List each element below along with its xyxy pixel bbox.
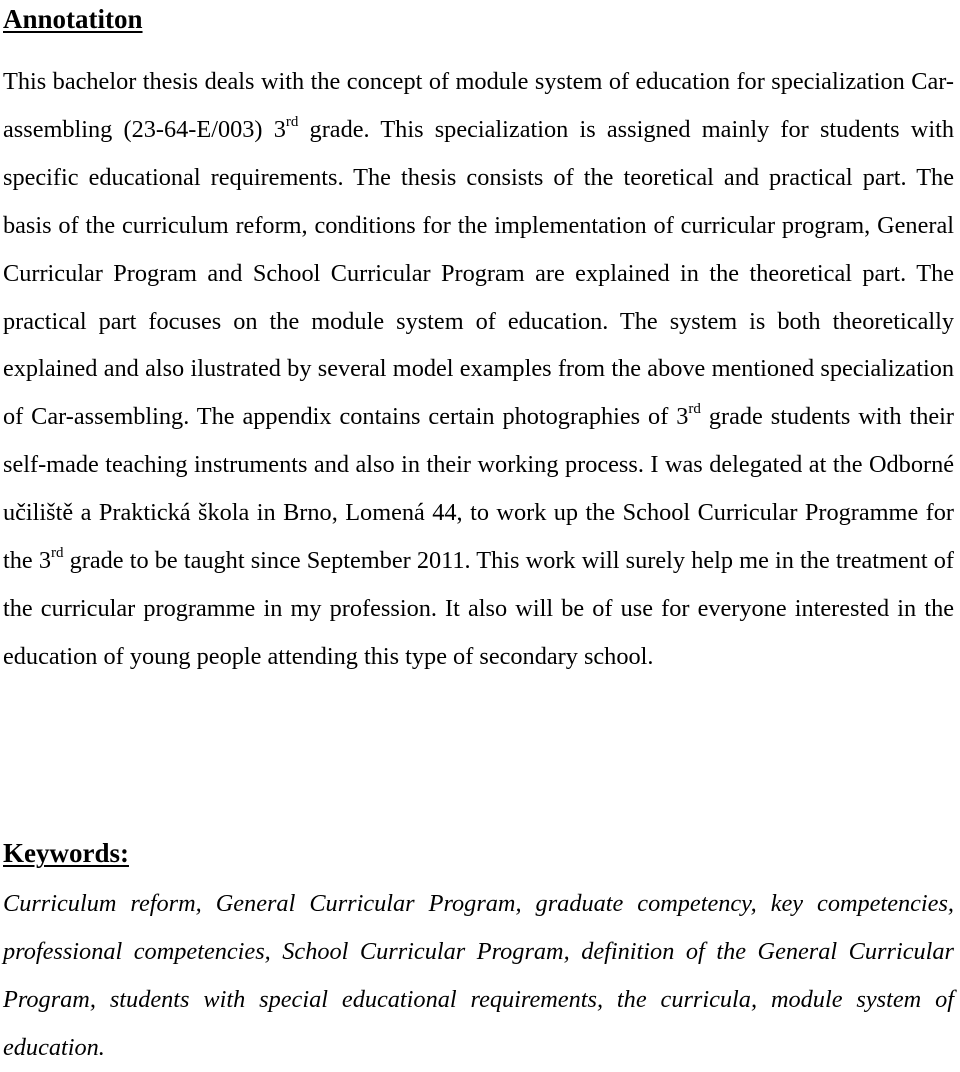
keywords-heading: Keywords: [3,838,129,868]
keywords-list: Curriculum reform, General Curricular Program, graduate competency, key competencies, professional competencies, School Curricular Program, definition of the General Curricular Program, students with special educational requirements, the curricula, module system of education. [3,890,954,1061]
ordinal-superscript: rd [50,545,64,562]
abstract-text-3: grade students with their self-made teaching instruments and also in their working process. I was delegated at the Odborné učiliště a Praktická škola in Brno, Lomená 44, to work up the School Curricular Programme for the 3 [3,403,954,575]
abstract-text-1: This bachelor thesis deals with the concept of module system of education for specialization Car-assembling (23-64-E/003) 3 [3,68,954,143]
annotation-heading: Annotatiton [3,4,143,34]
abstract-text-2: grade. This specialization is assigned mainly for students with specific educational requirements. The thesis consists of the teoretical and practical part. The basis of the curriculum reform, conditions for the implementation of curricular program, General Curricular Program and School Curricular Program are explained in the theoretical part. The practical part focuses on the module system of education. The system is both theoretically explained and also ilustrated by several model examples from the above mentioned specialization of Car-assembling. The appendix contains certain photographies of 3 [3,115,954,431]
abstract-text-4: grade to be taught since September 2011. This work will surely help me in the treatment of the curricular programme in my profession. It also will be of use for everyone interested in the education of young people attending this type of secondary school. [3,547,954,670]
ordinal-superscript: rd [285,113,299,130]
abstract-paragraph [3,58,954,681]
ordinal-superscript: rd [688,401,701,418]
